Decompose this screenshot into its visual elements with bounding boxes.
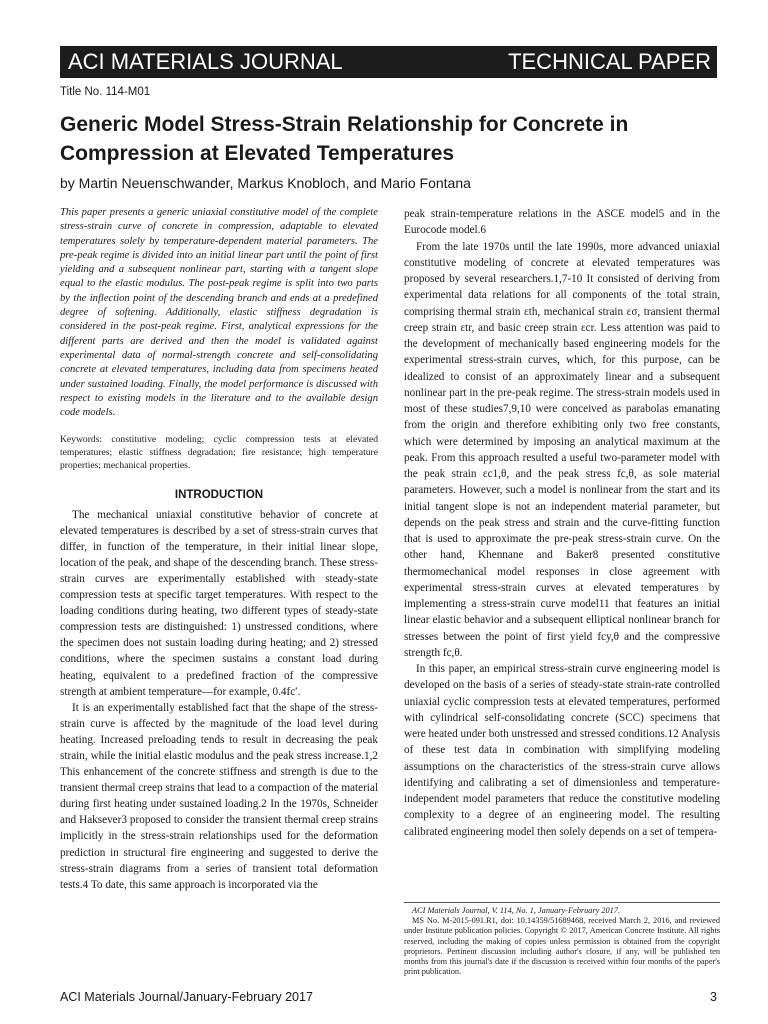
page-number: 3 — [710, 990, 717, 1004]
right-column — [404, 206, 720, 840]
body-paragraph: From the late 1970s until the late 1990s, more advanced uniaxial constitutive modeling of concrete at elevated temperatures was proposed by several researchers.1,7-10 It consisted of deriving from experimental data relations for all components of the total strain, comprising thermal strain εth, mechanical strain εσ, transient thermal creep strain εtr, and basic creep strain εcr. Less attention was paid to the development of mechanically based engineering models for the experimental stress-strain curves, which, for this purpose, can be idealized to consist of an approximately linear and a subsequent nonlinear part in the pre-peak regime. The stress-strain models used in most of these studies7,9,10 were conceived as parabolas emanating from the origin and therefore exhibiting only two free constants, which were determined by imposing an analytical maximum at the peak. From this approach resulted a useful two-parameter model with the peak strain εc1,θ, and the peak stress fc,θ, as sole material parameters. However, such a model is nonlinear from the start and its initial tangent slope is not an independent material parameter, but depends on the peak stress and strain and the curve-fitting function that is used to approximate the pre-peak stress-strain curve. On the other hand, Khennane and Baker8 presented constitutive thermomechanical model responses in close agreement with experimental stress-strain curves at elevated temperatures by implementing a stress-strain curve model11 that features an initial linear elastic behavior and a subsequent elliptical nonlinear branch for stresses between the point of first yield fcy,θ and the compressive strength fc,θ. — [404, 240, 720, 659]
paper-type: TECHNICAL PAPER — [508, 49, 711, 74]
body-paragraph: The mechanical uniaxial constitutive behavior of concrete at elevated temperatures is described by a set of stress-strain curves that differ, in function of the temperature, in their initial linear slope, location of the peak, and shape of the descending branch. These stress-strain curves are experimentally established with steady-state compression tests at specific target temperatures. With respect to the loading conditions during heating, two different types of steady-state compression tests are distinguished: 1) unstressed conditions, where the specimen does not sustain loading during heating; and 2) stressed conditions, where the specimen sustains a constant load during heating, equivalent to a predefined fraction of the compressive strength at ambient temperature—for example, 0.4fc′. — [60, 508, 378, 698]
journal-name: ACI MATERIALS JOURNAL — [68, 49, 343, 74]
footer-journal-date: ACI Materials Journal/January-February 2017 — [60, 990, 313, 1004]
body-paragraph: It is an experimentally established fact that the shape of the stress-strain curve is affected by the magnitude of the load level during heating. Increased preloading tends to result in decreasing the peak strain, while the initial elastic modulus and the peak stress increase.1,2 This enhancement of the concrete stiffness and strength is due to the transient thermal creep strains that lead to a compaction of the material during first heating under sustained loading.2 In the 1970s, Schneider and Haksever3 proposed to consider the transient thermal creep strains implicitly in the stress-strain relationships used for the deformation prediction in structural fire engineering and suggested to derive the stress-strain diagrams from a series of transient total deformation tests.4 To date, this same approach is incorporated via the — [60, 701, 378, 891]
left-column — [60, 206, 378, 893]
body-paragraph: In this paper, an empirical stress-strain curve engineering model is developed on the basis of a series of steady-state strain-rate controlled uniaxial cyclic compression tests at elevated temperatures, performed with cylindrical self-consolidating concrete (SCC) specimens that were heated under both unstressed and stressed conditions.12 Analysis of these test data in combination with simplifying modeling assumptions on the characteristics of the stress-strain curve allows identifying and calibrating a set of dimensionless and temperature-independent model parameters that reduce the constitutive modeling complexity to a degree of an engineering model. The resulting calibrated engineering model then solely depends on a set of tempera- — [404, 663, 720, 838]
footnote-citation: ACI Materials Journal, V. 114, No. 1, January-February 2017. — [412, 906, 621, 915]
body-paragraph: peak strain-temperature relations in the ASCE model5 and in the Eurocode model.6 — [404, 208, 720, 237]
footnote-copyright: MS No. M-2015-091.R1, doi: 10.14359/51689468, received March 2, 2016, and reviewed under Institute publication policies. Copyright © 2017, American Concrete Institute. All rights reserved, including the making of copies unless permission is obtained from the copyright proprietors. Pertinent discussion including author's closure, if any, will be published ten months from this journal's date if the discussion is received within four months of the paper's print publication. — [404, 916, 720, 977]
author-line: by Martin Neuenschwander, Markus Knobloch, and Mario Fontana — [60, 175, 471, 191]
section-heading-introduction: INTRODUCTION — [174, 488, 264, 501]
journal-banner — [60, 46, 717, 78]
title-number: Title No. 114-M01 — [60, 86, 151, 98]
abstract: This paper presents a generic uniaxial constitutive model of the complete stress-strain curve of concrete in compression, adaptable to elevated temperatures solely by temperature-dependent material parameters. The pre-peak regime is divided into an initial linear part until the point of first yielding and a subsequent nonlinear part, starting with a tangent slope equal to the elastic modulus. The post-peak regime is split into two parts by the inflection point of the descending branch and ends at a predefined degree of softening. Additionally, elastic stiffness degradation is considered in the post-peak regime. First, analytical expressions for the different parts are derived and then the model is validated against experimental data of normal-strength concrete and self-consolidating concrete at elevated temperatures, including data from specimens heated under sustained loading. Finally, the model performance is discussed with respect to existing models in the literature and to the available design code models. — [60, 207, 378, 419]
publication-footnote — [404, 902, 720, 977]
keywords: Keywords: constitutive modeling; cyclic compression tests at elevated temperatures; elastic stiffness degradation; fire resistance; high temperature properties; mechanical properties. — [60, 434, 378, 471]
paper-title: Generic Model Stress-Strain Relationship for Concrete in Compression at Elevated Temperatures — [60, 113, 629, 165]
